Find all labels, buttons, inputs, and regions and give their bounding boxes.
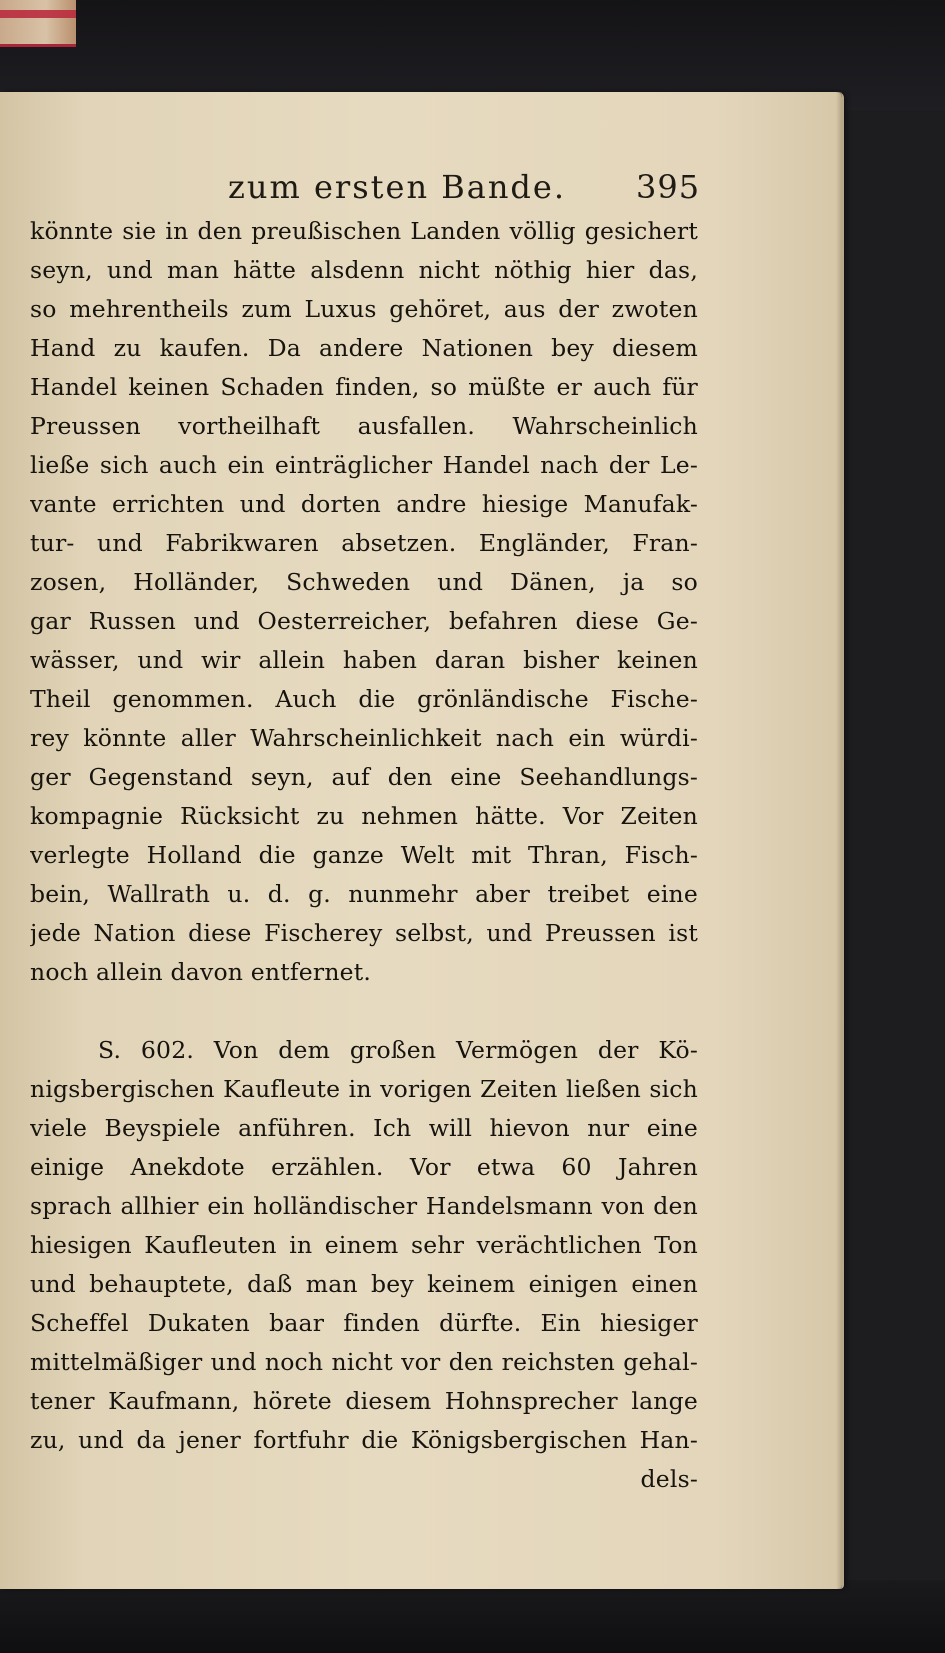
text-line: S. 602. Von dem großen Vermögen der Kö-: [98, 1036, 698, 1064]
text-line: mittelmäßiger und noch nicht vor den reichsten gehal-: [30, 1348, 698, 1376]
text-line: wässer, und wir allein haben daran bisher keinen: [30, 646, 698, 674]
text-line: so mehrentheils zum Luxus gehöret, aus der zwoten: [30, 295, 698, 323]
paragraph-2: [30, 1031, 698, 1460]
paragraph-gap: [30, 992, 698, 1031]
text-line: ließe sich auch ein einträglicher Handel nach der Le-: [30, 451, 698, 479]
text-line: verlegte Holland die ganze Welt mit Thran, Fisch-: [30, 841, 698, 869]
text-line: Handel keinen Schaden finden, so müßte er auch für: [30, 373, 698, 401]
text-line: hiesigen Kaufleuten in einem sehr verächtlichen Ton: [30, 1231, 698, 1259]
page-header: [0, 168, 842, 214]
text-line: Hand zu kaufen. Da andere Nationen bey diesem: [30, 334, 698, 362]
text-line: sprach allhier ein holländischer Handelsmann von den: [30, 1192, 698, 1220]
text-line: und behauptete, daß man bey keinem einigen einen: [30, 1270, 698, 1298]
catchword: dels-: [640, 1465, 698, 1493]
text-line: noch allein davon entfernet.: [30, 958, 372, 986]
text-line: zosen, Holländer, Schweden und Dänen, ja so: [30, 568, 698, 596]
text-line: nigsbergischen Kaufleute in vorigen Zeiten ließen sich: [30, 1075, 698, 1103]
text-line: Theil genommen. Auch die grönländische Fische-: [30, 685, 698, 713]
text-line: viele Beyspiele anführen. Ich will hievon nur eine: [30, 1114, 698, 1142]
running-head: zum ersten Bande.: [228, 168, 567, 206]
text-line: tur- und Fabrikwaren absetzen. Engländer, Fran-: [30, 529, 698, 557]
text-line: vante errichten und dorten andre hiesige Manufak-: [30, 490, 698, 518]
page-number: 395: [636, 168, 701, 206]
text-line: rey könnte aller Wahrscheinlichkeit nach ein würdi-: [30, 724, 698, 752]
text-line: zu, und da jener fortfuhr die Königsbergischen Han-: [30, 1426, 698, 1454]
page-body: [30, 212, 698, 1499]
page-edge-shadow: [836, 92, 842, 1589]
text-line: seyn, und man hätte alsdenn nicht nöthig hier das,: [30, 256, 698, 284]
text-line: Scheffel Dukaten baar finden dürfte. Ein hiesiger: [30, 1309, 698, 1337]
text-line: Preussen vortheilhaft ausfallen. Wahrscheinlich: [30, 412, 698, 440]
background-bottom: [0, 1580, 945, 1653]
text-line: ger Gegenstand seyn, auf den eine Seehandlungs-: [30, 763, 698, 791]
text-line: kompagnie Rücksicht zu nehmen hätte. Vor Zeiten: [30, 802, 698, 830]
text-line: tener Kaufmann, hörete diesem Hohnsprecher lange: [30, 1387, 698, 1415]
bookmark-ribbon: [0, 0, 76, 47]
text-line: einige Anekdote erzählen. Vor etwa 60 Jahren: [30, 1153, 698, 1181]
text-line: könnte sie in den preußischen Landen völlig gesichert: [30, 217, 698, 245]
paragraph-1: [30, 212, 698, 992]
text-line: gar Russen und Oesterreicher, befahren diese Ge-: [30, 607, 698, 635]
text-line: bein, Wallrath u. d. g. nunmehr aber treibet eine: [30, 880, 698, 908]
ribbon-stripe: [0, 10, 76, 18]
text-line: jede Nation diese Fischerey selbst, und Preussen ist: [30, 919, 698, 947]
